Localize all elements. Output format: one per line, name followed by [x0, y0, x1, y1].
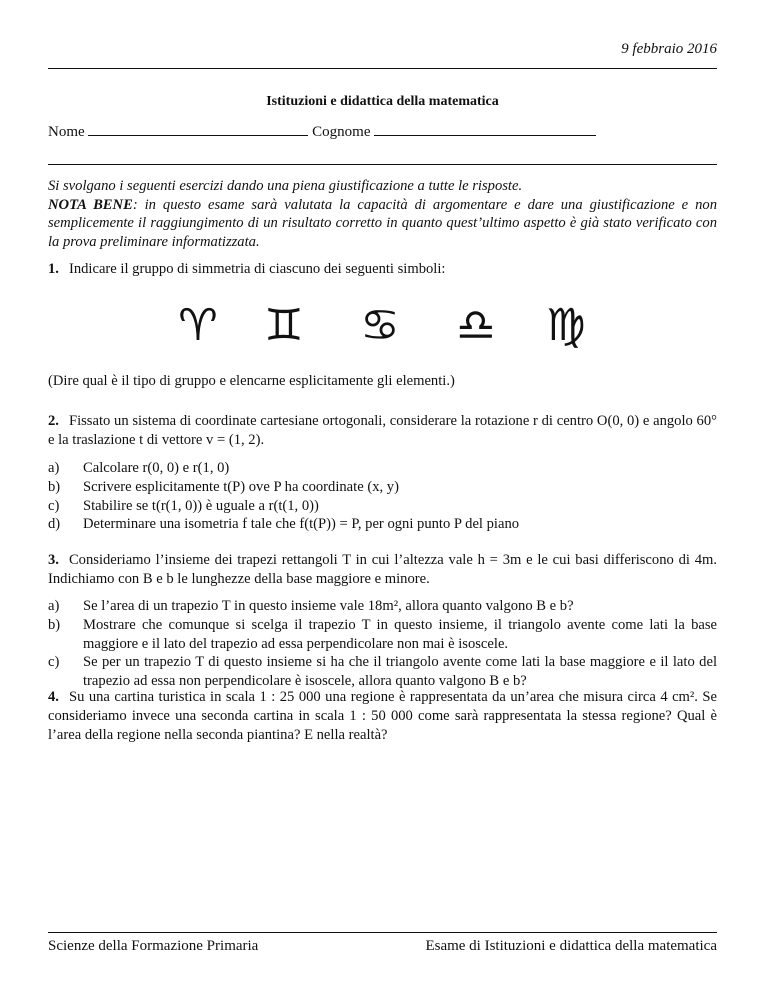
list-item	[48, 616, 717, 654]
exercise-3	[48, 551, 717, 589]
zodiac-symbols	[48, 296, 717, 356]
list-item	[48, 497, 717, 516]
cancer-icon: ♋	[360, 300, 400, 351]
name-rule	[48, 164, 717, 165]
item-label: c)	[48, 654, 60, 671]
list-item	[48, 515, 717, 534]
libra-icon: ♎	[456, 300, 496, 351]
aries-icon: ♈	[178, 300, 218, 351]
nota-bene-label: NOTA BENE	[48, 196, 133, 213]
exercise-text: Indicare il gruppo di simmetria di ciascuno dei seguenti simboli:	[68, 261, 446, 277]
item-label: b)	[48, 616, 61, 633]
item-text: Stabilire se t(r(1, 0)) è uguale a r(t(1, 0))	[83, 497, 319, 514]
item-text: Se per un trapezio T di questo insieme si ha che il triangolo avente come lati la base maggiore e il lato del trapezio ad essa non perpendicolare è isoscele, allora quanto valgono B e b?	[83, 654, 717, 690]
exercise-number: 3.	[48, 552, 59, 568]
exercise-4	[48, 688, 717, 744]
exercise-1-note: (Dire qual è il tipo di gruppo e elencarne esplicitamente gli elementi.)	[48, 373, 455, 389]
exercise-3-items	[48, 597, 717, 691]
item-label: d)	[48, 516, 61, 533]
item-label: b)	[48, 478, 61, 495]
name-row	[48, 122, 596, 142]
item-text: Calcolare r(0, 0) e r(1, 0)	[83, 460, 230, 476]
exercise-2	[48, 412, 717, 450]
list-item	[48, 653, 717, 691]
instructions-line: Si svolgano i seguenti esercizi dando una piena giustificazione a tutte le risposte.	[48, 178, 523, 194]
footer-course: Scienze della Formazione Primaria	[48, 938, 259, 954]
gemini-icon: ♊	[264, 300, 304, 351]
item-label: a)	[48, 598, 60, 614]
exercise-2-items	[48, 459, 717, 534]
item-label: a)	[48, 460, 60, 476]
item-text: Determinare una isometria f tale che f(t(P)) = P, per ogni punto P del piano	[83, 516, 520, 533]
exercise-text: Su una cartina turistica in scala 1 : 25 000 una regione è rappresentata da un’area che misura circa 4 cm². Se consideriamo invece una seconda cartina in scala 1 : 50 000 come sarà rappresentata la stessa regione? Qual è l’area della regione nella seconda piantina? E nella realtà?	[48, 689, 717, 743]
header-rule	[48, 68, 717, 69]
instructions	[48, 177, 717, 251]
item-text: Scrivere esplicitamente t(P) ove P ha coordinate (x, y)	[83, 478, 399, 495]
footer-exam: Esame di Istituzioni e didattica della matematica	[425, 938, 717, 954]
nota-bene	[48, 196, 717, 252]
list-item	[48, 478, 717, 497]
exercise-number: 1.	[48, 261, 59, 277]
virgo-icon: ♍	[546, 300, 586, 351]
exercise-1	[48, 260, 717, 279]
exercise-number: 2.	[48, 413, 59, 429]
footer-rule	[48, 932, 717, 933]
exam-title: Istituzioni e didattica della matematica	[266, 94, 499, 109]
exercise-text: Fissato un sistema di coordinate cartesiane ortogonali, considerare la rotazione r di centro O(0, 0) e angolo 60° e la traslazione t di vettore v = (1, 2).	[48, 413, 717, 448]
list-item	[48, 597, 717, 616]
exercise-number: 4.	[48, 689, 59, 705]
name-label: Nome	[48, 124, 85, 140]
exam-page	[48, 0, 717, 994]
item-text: Se l’area di un trapezio T in questo insieme vale 18m², allora quanto valgono B e b?	[83, 598, 574, 614]
surname-label: Cognome	[312, 124, 371, 140]
nota-bene-text: : in questo esame sarà valutata la capacità di argomentare e dare una giustificazione e non semplicemente il raggiungimento di un risultato corretto in quanto quest’ultimo aspetto è già stato verificato con la prova preliminare informatizzata.	[48, 196, 717, 250]
exam-date: 9 febbraio 2016	[621, 41, 717, 57]
name-blank-line	[88, 122, 308, 136]
item-label: c)	[48, 497, 60, 514]
item-text: Mostrare che comunque si scelga il trapezio T in questo insieme, il triangolo avente come lati la base maggiore e il lato del trapezio ad essa perpendicolare non mai è isoscele.	[83, 616, 717, 652]
surname-blank-line	[374, 122, 596, 136]
exercise-text: Consideriamo l’insieme dei trapezi rettangoli T in cui l’altezza vale h = 3m e le cui basi differiscono di 4m. Indichiamo con B e b le lunghezze della base maggiore e minore.	[48, 552, 717, 587]
list-item	[48, 459, 717, 478]
